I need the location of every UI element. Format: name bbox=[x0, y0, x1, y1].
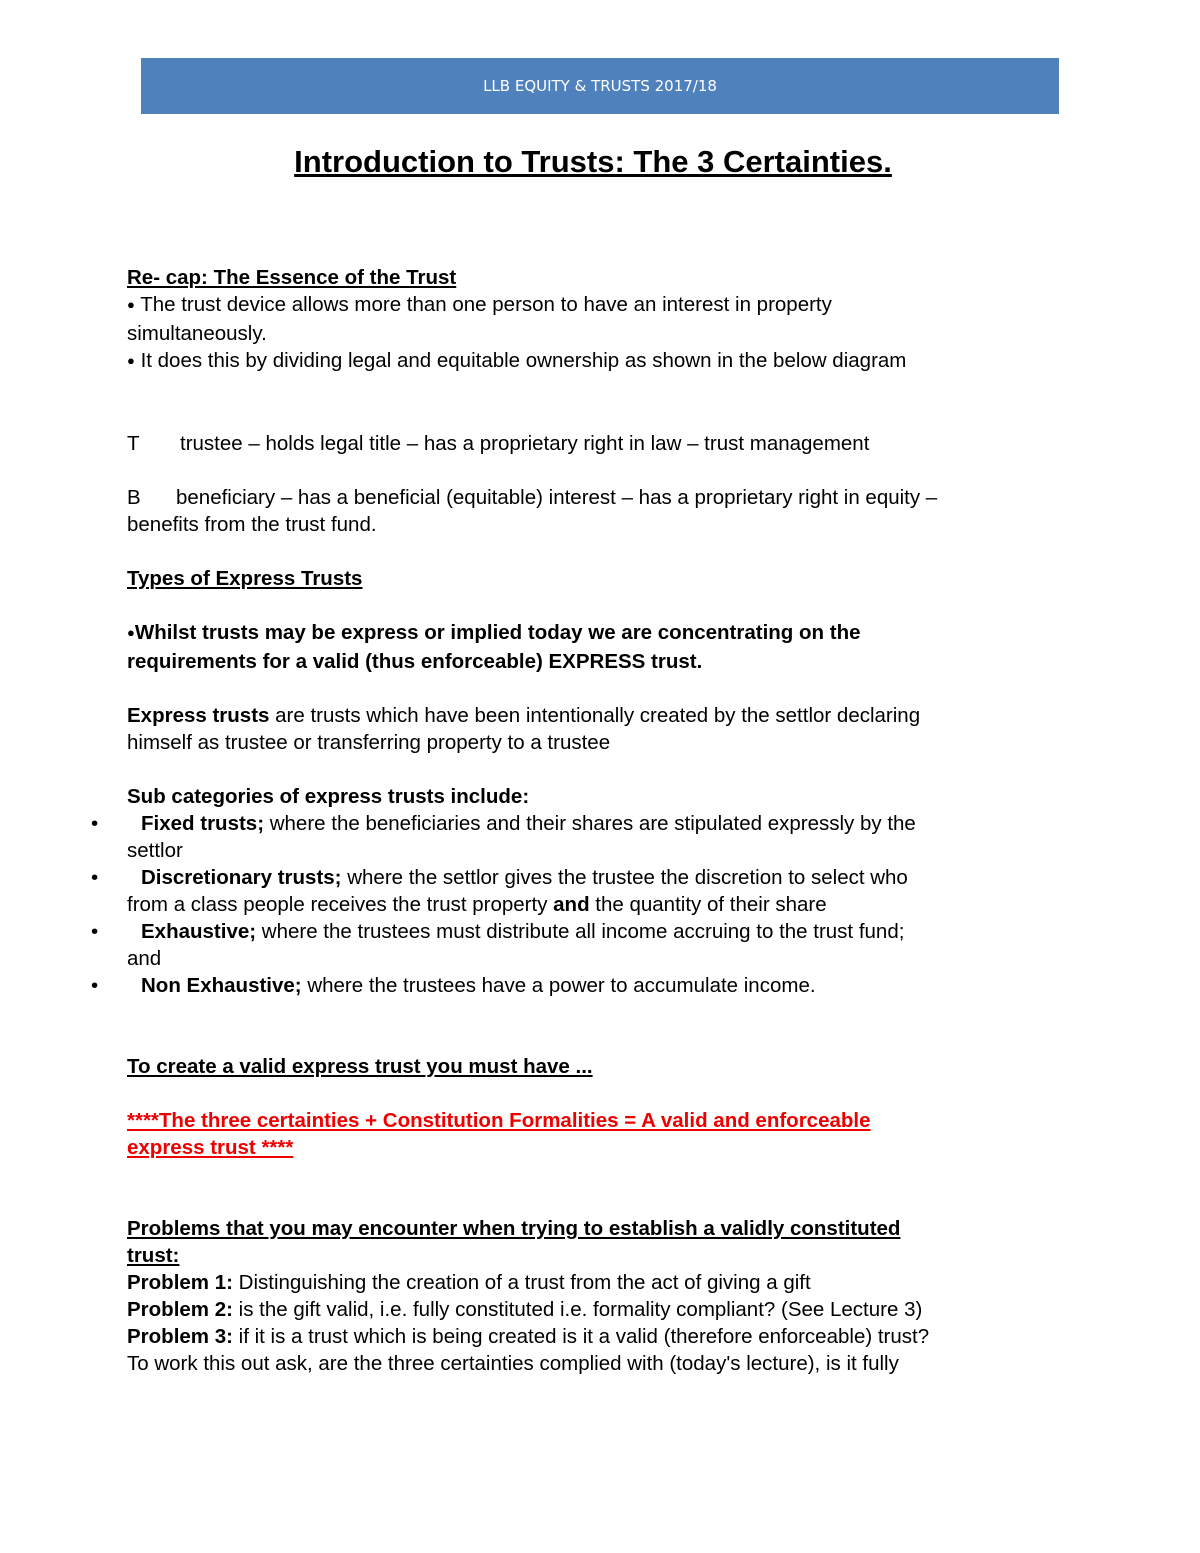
list-item-text: where the beneficiaries and their shares are stipulated expressly by the bbox=[264, 812, 916, 835]
list-bullet-icon: • bbox=[91, 812, 99, 835]
problems-heading: Problems that you may encounter when trying to establish a validly constituted bbox=[127, 1217, 901, 1240]
problem-label: Problem 3: bbox=[127, 1325, 233, 1348]
list-bullet-icon: • bbox=[91, 866, 99, 889]
beneficiary-text-cont: benefits from the trust fund. bbox=[127, 513, 377, 536]
trustee-text: trustee – holds legal title – has a proprietary right in law – trust management bbox=[180, 432, 870, 455]
recap-bullet-1-text: The trust device allows more than one person to have an interest in property bbox=[140, 293, 832, 316]
list-item-text: where the settlor gives the trustee the discretion to select who bbox=[341, 866, 908, 889]
types-bullet bbox=[127, 619, 1067, 648]
list-bullet-icon: • bbox=[91, 974, 99, 997]
beneficiary-letter: B bbox=[127, 486, 141, 509]
list-item-fixed-cont: settlor bbox=[127, 839, 183, 862]
list-item-exhaustive-cont: and bbox=[127, 947, 162, 970]
problem-text: Distinguishing the creation of a trust from the act of giving a gift bbox=[232, 1271, 811, 1294]
types-bullet-text: Whilst trusts may be express or implied today we are concentrating on the bbox=[134, 621, 861, 644]
problem-3-cont: To work this out ask, are the three certainties complied with (today's lecture), is it fully bbox=[127, 1352, 899, 1375]
list-item-term: Discretionary trusts; bbox=[141, 866, 342, 889]
beneficiary-text: beneficiary – has a beneficial (equitable) interest – has a proprietary right in equity – bbox=[176, 486, 938, 509]
problem-2 bbox=[127, 1296, 1067, 1323]
page-title: Introduction to Trusts: The 3 Certainties. bbox=[294, 144, 892, 179]
problems-heading-cont: trust: bbox=[127, 1244, 180, 1267]
recap-bullet-2-text: It does this by dividing legal and equitable ownership as shown in the below diagram bbox=[140, 349, 907, 372]
list-item-text: the quantity of their share bbox=[589, 893, 827, 916]
list-item-discretionary-cont bbox=[127, 891, 1067, 918]
list-item-term: Fixed trusts; bbox=[141, 812, 265, 835]
express-def-text: are trusts which have been intentionally created by the settlor declaring bbox=[269, 704, 921, 727]
problem-text: is the gift valid, i.e. fully constituted i.e. formality compliant? (See Lecture 3) bbox=[232, 1298, 923, 1321]
list-item-term: Non Exhaustive; bbox=[141, 974, 302, 997]
list-item-emphasis: and bbox=[553, 893, 590, 916]
express-term: Express trusts bbox=[127, 704, 270, 727]
bullet-dot-icon: ● bbox=[127, 353, 135, 368]
list-bullet-icon: • bbox=[91, 920, 99, 943]
problem-1 bbox=[127, 1269, 1067, 1296]
formula-line-cont: express trust **** bbox=[127, 1136, 294, 1159]
create-heading: To create a valid express trust you must have ... bbox=[127, 1055, 593, 1078]
formula-line: ****The three certainties + Constitution Formalities = A valid and enforceable bbox=[127, 1109, 871, 1132]
types-heading: Types of Express Trusts bbox=[127, 567, 363, 590]
express-definition bbox=[127, 702, 1067, 729]
recap-bullet-1 bbox=[127, 291, 1067, 320]
list-item-exhaustive bbox=[91, 918, 1067, 945]
list-item-non-exhaustive bbox=[91, 972, 1067, 999]
document-body bbox=[91, 264, 1067, 1377]
subcategories-heading: Sub categories of express trusts include: bbox=[127, 785, 530, 808]
bullet-dot-icon: ● bbox=[127, 625, 135, 640]
beneficiary-row bbox=[127, 484, 1067, 511]
list-item-text: where the trustees must distribute all income accruing to the trust fund; bbox=[256, 920, 905, 943]
list-item-discretionary bbox=[91, 864, 1067, 891]
list-item-term: Exhaustive; bbox=[141, 920, 257, 943]
problem-label: Problem 2: bbox=[127, 1298, 233, 1321]
list-item-text: where the trustees have a power to accumulate income. bbox=[301, 974, 816, 997]
trustee-letter: T bbox=[127, 432, 140, 455]
types-bullet-cont: requirements for a valid (thus enforceable) EXPRESS trust. bbox=[127, 650, 703, 673]
recap-bullet-1-cont: simultaneously. bbox=[127, 322, 267, 345]
recap-bullet-2 bbox=[127, 347, 1067, 376]
list-item-fixed bbox=[91, 810, 1067, 837]
bullet-dot-icon: ● bbox=[127, 297, 135, 312]
problem-text: if it is a trust which is being created is it a valid (therefore enforceable) trust? bbox=[232, 1325, 930, 1348]
trustee-row bbox=[127, 430, 1067, 457]
header-banner: LLB EQUITY & TRUSTS 2017/18 bbox=[141, 58, 1059, 114]
list-item-text: from a class people receives the trust property bbox=[127, 893, 554, 916]
recap-heading: Re- cap: The Essence of the Trust bbox=[127, 266, 457, 289]
express-def-cont: himself as trustee or transferring property to a trustee bbox=[127, 731, 611, 754]
problem-label: Problem 1: bbox=[127, 1271, 233, 1294]
problem-3 bbox=[127, 1323, 1067, 1350]
